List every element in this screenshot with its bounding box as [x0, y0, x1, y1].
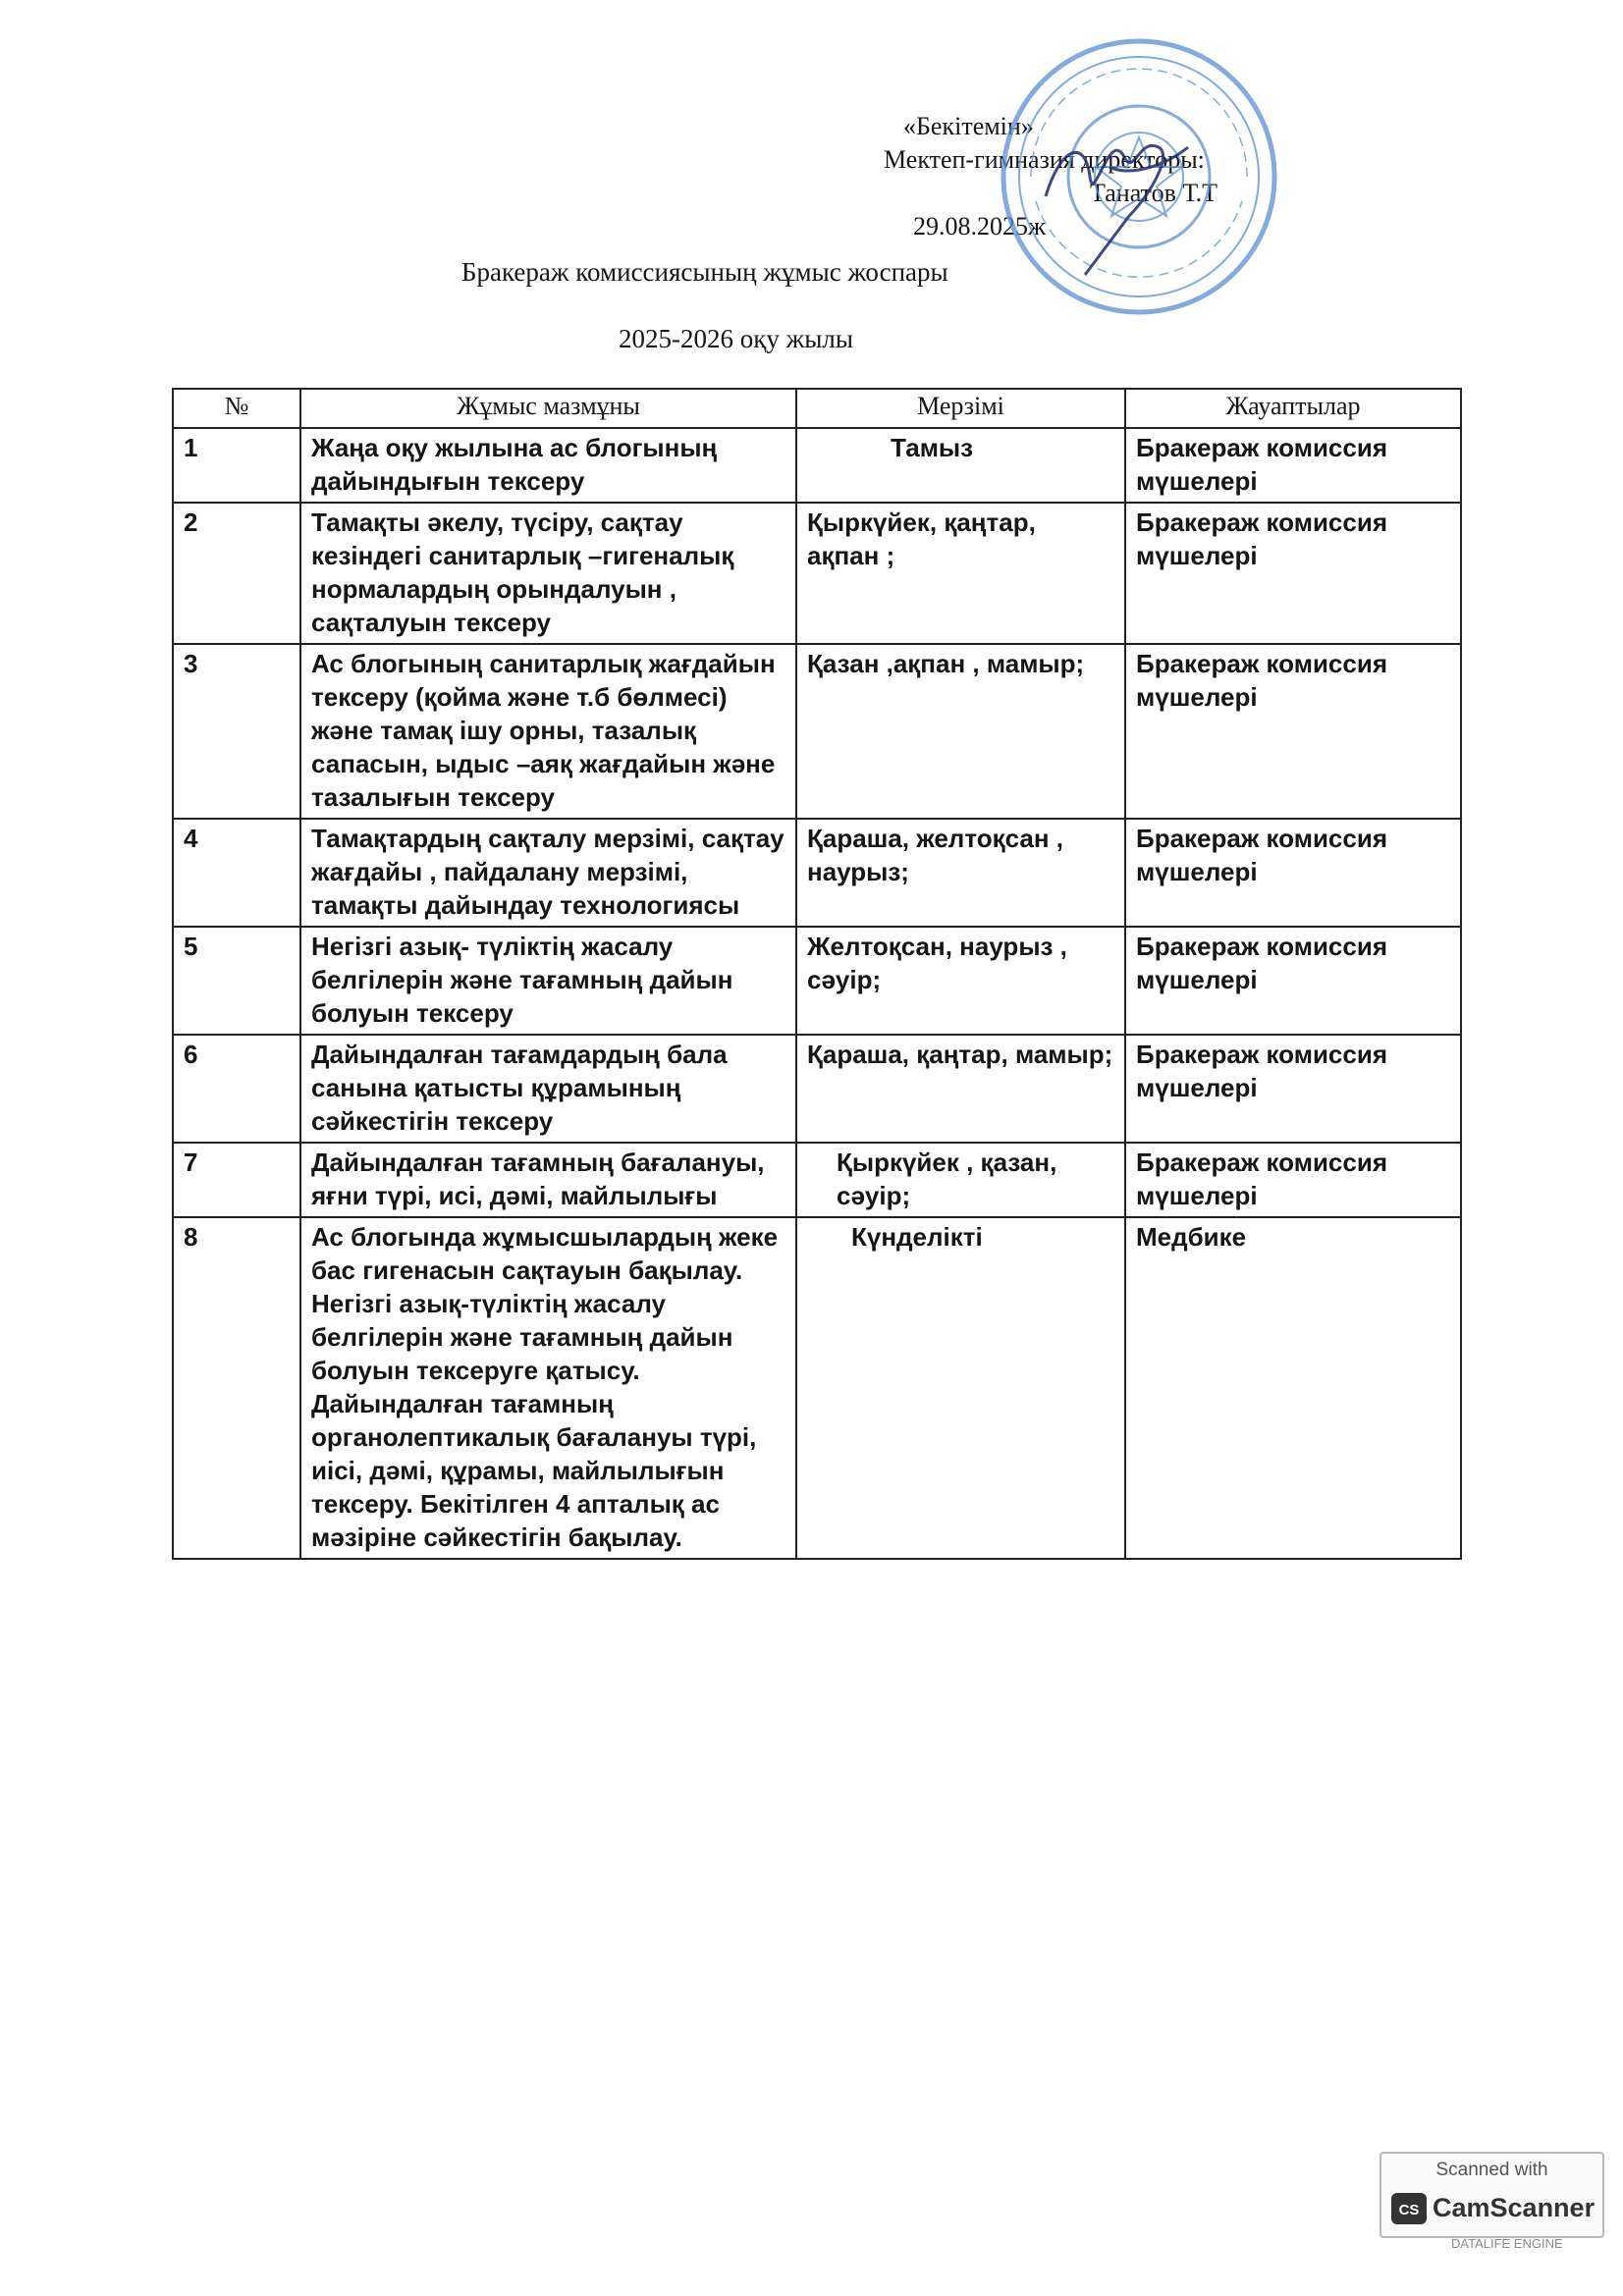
row-responsible: Бракераж комиссия мүшелері: [1125, 1143, 1461, 1217]
footer-watermark: DATALIFE ENGINE: [1451, 2236, 1563, 2251]
row-content: Ас блогының санитарлық жағдайын тексеру (қойма және т.б бөлмесі) және тамақ ішу орны, тазалық сапасын, ыдыс –аяқ жағдайын және тазалығын тексеру: [300, 644, 796, 819]
row-term: Қазан ,ақпан , мамыр;: [796, 644, 1125, 819]
row-content: Ас блогында жұмысшылардың жеке бас гигенасын сақтауын бақылау. Негізгі азық-түліктің жасалу белгілерін және тағамның дайын болуын тексеруге қатысу. Дайындалған тағамның органолептикалық бағалануы түрі, иісі, дәмі, құрамы, майлылығын тексеру. Бекітілген 4 апталық ас мәзіріне сәйкестігін бақылау.: [300, 1217, 796, 1559]
row-responsible: Бракераж комиссия мүшелері: [1125, 1035, 1461, 1143]
header-responsible: Жауаптылар: [1125, 389, 1461, 428]
approval-date: 29.08.2025ж: [913, 212, 1046, 240]
header-number: №: [173, 389, 300, 428]
row-number: 6: [173, 1035, 300, 1143]
row-content: Дайындалған тағамдардың бала санына қатысты құрамының сәйкестігін тексеру: [300, 1035, 796, 1143]
round-seal-stamp-icon: [992, 29, 1286, 324]
table-header-row: [173, 389, 1461, 428]
row-term: Күнделікті: [796, 1217, 1125, 1559]
table-row: [173, 428, 1461, 503]
row-number: 2: [173, 503, 300, 644]
table-row: [173, 1035, 1461, 1143]
row-term: Қараша, желтоқсан , наурыз;: [796, 819, 1125, 927]
row-number: 7: [173, 1143, 300, 1217]
table-row: [173, 819, 1461, 927]
row-number: 1: [173, 428, 300, 503]
row-responsible: Бракераж комиссия мүшелері: [1125, 503, 1461, 644]
row-number: 4: [173, 819, 300, 927]
row-number: 8: [173, 1217, 300, 1559]
camscanner-watermark: [1380, 2152, 1604, 2238]
header-content: Жұмыс мазмұны: [300, 389, 796, 428]
table-row: [173, 927, 1461, 1035]
document-year: 2025-2026 оқу жылы: [619, 324, 854, 353]
watermark-line: Scanned with: [1435, 2160, 1548, 2180]
document-title: Бракераж комиссиясының жұмыс жоспары: [461, 257, 948, 287]
row-responsible: Бракераж комиссия мүшелері: [1125, 819, 1461, 927]
row-responsible: Бракераж комиссия мүшелері: [1125, 927, 1461, 1035]
table-row: [173, 503, 1461, 644]
row-responsible: Медбике: [1125, 1217, 1461, 1559]
table-row: [173, 644, 1461, 819]
row-content: Дайындалған тағамның бағалануы, яғни түрі, исі, дәмі, майлылығы: [300, 1143, 796, 1217]
row-term: Қыркүйек, қаңтар, ақпан ;: [796, 503, 1125, 644]
approval-name: Танатов Т.Т: [1090, 179, 1218, 207]
approval-label: «Бекітемін»: [903, 112, 1034, 140]
row-number: 5: [173, 927, 300, 1035]
row-content: Жаңа оқу жылына ас блогының дайындығын тексеру: [300, 428, 796, 503]
camscanner-logo-icon: [1391, 2193, 1427, 2224]
table-row: [173, 1217, 1461, 1559]
row-content: Тамақты әкелу, түсіру, сақтау кезіндегі санитарлық –гигеналық нормалардың орындалуын , сақталуын тексеру: [300, 503, 796, 644]
row-term: Желтоқсан, наурыз , сәуір;: [796, 927, 1125, 1035]
row-responsible: Бракераж комиссия мүшелері: [1125, 644, 1461, 819]
row-content: Негізгі азық- түліктің жасалу белгілерін және тағамның дайын болуын тексеру: [300, 927, 796, 1035]
row-number: 3: [173, 644, 300, 819]
row-term: Қыркүйек , қазан, сәуір;: [796, 1143, 1125, 1217]
header-term: Мерзімі: [796, 389, 1125, 428]
work-plan-table: [172, 388, 1462, 1560]
table-row: [173, 1143, 1461, 1217]
approval-role: Мектеп-гимназия директоры:: [884, 145, 1205, 174]
watermark-brand: CamScanner: [1433, 2193, 1596, 2222]
row-term: Қараша, қаңтар, мамыр;: [796, 1035, 1125, 1143]
row-content: Тамақтардың сақталу мерзімі, сақтау жағдайы , пайдалану мерзімі, тамақты дайындау технологиясы: [300, 819, 796, 927]
row-term: Тамыз: [796, 428, 1125, 503]
row-responsible: Бракераж комиссия мүшелері: [1125, 428, 1461, 503]
svg-text:CS: CS: [1398, 2202, 1420, 2218]
